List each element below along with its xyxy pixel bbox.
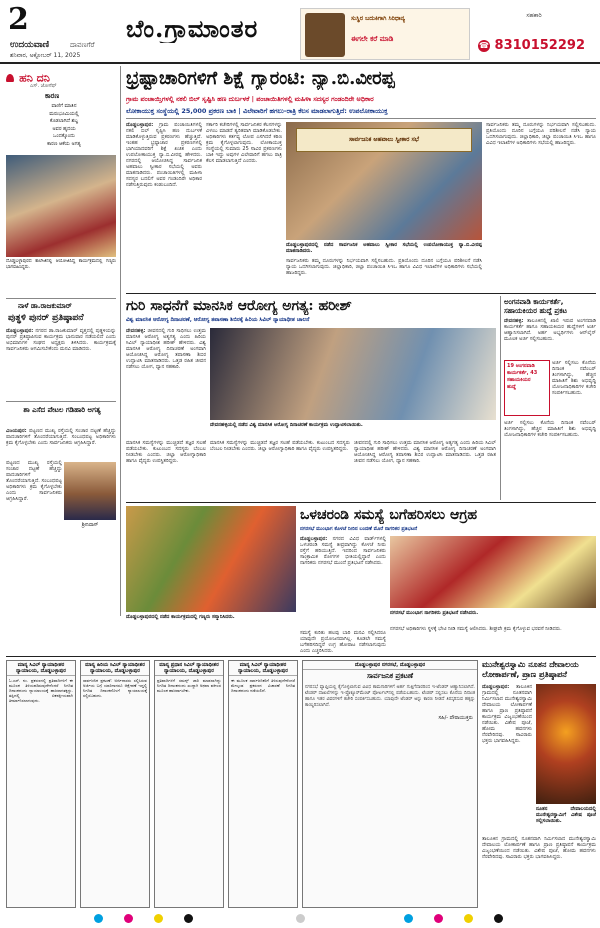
lead-subhead-2: ಲೋಕಾಯುಕ್ತ ಸಂಸ್ಥೆಯಲ್ಲಿ 25,000 ಪ್ರಕರಣ ಬಾಕಿ | ವಿಲೇವಾರಿಗೆ ಹಗಲು-ರಾತ್ರಿ ಕೆಲಸ ಮಾಡಲಾಗುತ್ತಿದೆ: ಉಪಲೋಕಾಯುಕ್ತ: [126, 107, 388, 115]
temple-body-2: ತಾಲೂಕಿನ ಗ್ರಾಮದಲ್ಲಿ ನೂತನವಾಗಿ ನಿರ್ಮಿಸಲಾದ ಮುನೇಶ್ವರಸ್ವಾಮಿ ದೇವಾಲಯ ಲೋಕಾರ್ಪಣೆ ಹಾಗೂ ಪ್ರಾಣ ಪ್ರತಿಷ್ಠಾಪನೆ ಕಾರ್ಯಕ್ರಮ ವಿಜೃಂಭಣೆಯಿಂದ ನಡೆಯಿತು. ವಿಶೇಷ ಪೂಜೆ, ಹೋಮ ಹವನಗಳು ನೆರವೇರಿದವು. ಸಾವಿರಾರು ಭಕ್ತರು ಭಾಗವಹಿಸಿದ್ದರು.: [482, 836, 596, 860]
phone-icon: ☎: [479, 40, 489, 50]
left-divider-2: [6, 401, 116, 402]
registration-mark-magenta-2: [434, 914, 443, 923]
water-photo-caption: ನಗರಸಭೆ ಮುಂಭಾಗ ನಾಗರಿಕರು ಪ್ರತಿಭಟನೆ ನಡೆಸಿದರು.: [390, 610, 479, 616]
health-bottom-rule: [126, 502, 596, 503]
section-title: ಬೆಂ.ಗ್ರಾಮಾಂತರ: [126, 14, 259, 43]
water-body-col1: ದೊಡ್ಡಬಳ್ಳಾಪುರ: ನಗರದ ವಿವಿಧ ವಾರ್ಡ್‌ಗಳಲ್ಲಿ ಒಳಚರಂಡಿ ಸಮಸ್ಯೆ ತೀವ್ರವಾಗಿದ್ದು ಕೊಳಚೆ ನೀರು ರಸ್ತೆಗೆ ಹರಿಯುತ್ತಿದೆ. ಇದರಿಂದ ಸಾರ್ವಜನಿಕರು ಸಾಂಕ್ರಾಮಿಕ ರೋಗಗಳ ಭೀತಿಯಲ್ಲಿದ್ದಾರೆ ಎಂದು ನಾಗರಿಕರು ನಗರಸಭೆ ಮುಂದೆ ಪ್ರತಿಭಟನೆ ನಡೆಸಿದರು.: [300, 536, 386, 566]
story3-body-side: ಪಟ್ಟಣದ ಮುಖ್ಯ ರಸ್ತೆಯಲ್ಲಿ ಸಂಚಾರ ದಟ್ಟಣೆ ಹೆಚ್ಚಿದ್ದು ಪಾದಚಾರಿಗಳಿಗೆ ತೊಂದರೆಯಾಗುತ್ತಿದೆ. ಸಂಬಂಧಪಟ್ಟ ಅಧಿಕಾರಿಗಳು ಕ್ರಮ ಕೈಗೊಳ್ಳಬೇಕು ಎಂದು ಸಾರ್ವಜನಿಕರು ಆಗ್ರಹಿಸಿದ್ದಾರೆ.: [6, 460, 62, 502]
story3-headline: ಶಾ ಎಸೆದ ಪೇಟಲ ಗಡಿಹಾರಿ ಅಗತ್ಯ: [23, 406, 101, 414]
health-subhead: ವಿಶ್ವ ಮಾನಸಿಕ ಆರೋಗ್ಯ ದಿನಾಚರಣೆ, ಆರೋಗ್ಯ ತಪಾಸಣಾ ಶಿಬಿರಕ್ಕೆ ಹಿರಿಯ ಸಿವಿಲ್ ನ್ಯಾಯಾಧೀಶ ಚಾಲನೆ: [126, 317, 310, 323]
health-body-col1b: ಮಾನಸಿಕ ಸಮಸ್ಯೆಗಳನ್ನು ಮುಚ್ಚಿಡದೆ ತಜ್ಞರ ಸಲಹೆ ಪಡೆಯಬೇಕು. ಕುಟುಂಬದ ಸದಸ್ಯರು ಬೆಂಬಲ ನೀಡಬೇಕು ಎಂದರು. ಜಿಲ್ಲಾ ಆರೋಗ್ಯಾಧಿಕಾರಿ ಹಾಗೂ ವೈದ್ಯರು ಉಪಸ್ಥಿತರಿದ್ದರು.: [126, 440, 206, 464]
ad-line2: ಈಗಲೇ ಕರೆ ಮಾಡಿ: [351, 35, 394, 43]
health-body-col1: ದೇವನಹಳ್ಳಿ: ಜೀವನದಲ್ಲಿ ಗುರಿ ಸಾಧಿಸಲು ಉತ್ತಮ ಮಾನಸಿಕ ಆರೋಗ್ಯ ಅತ್ಯಗತ್ಯ ಎಂದು ಹಿರಿಯ ಸಿವಿಲ್ ನ್ಯಾಯಾಧೀಶ ಹರೀಶ್ ಹೇಳಿದರು. ವಿಶ್ವ ಮಾನಸಿಕ ಆರೋಗ್ಯ ದಿನಾಚರಣೆ ಅಂಗವಾಗಿ ಆಯೋಜಿಸಿದ್ದ ಆರೋಗ್ಯ ತಪಾಸಣಾ ಶಿಬಿರ ಉದ್ಘಾಟಿಸಿ ಮಾತನಾಡಿದರು. ಒತ್ತಡ ರಹಿತ ಜೀವನ ನಡೆಸಲು ಯೋಗ, ಧ್ಯಾನ ಸಹಕಾರಿ.: [126, 328, 206, 370]
drop-icon: [6, 74, 14, 83]
health-body-col3: ಜೀವನದಲ್ಲಿ ಗುರಿ ಸಾಧಿಸಲು ಉತ್ತಮ ಮಾನಸಿಕ ಆರೋಗ್ಯ ಅತ್ಯಗತ್ಯ ಎಂದು ಹಿರಿಯ ಸಿವಿಲ್ ನ್ಯಾಯಾಧೀಶ ಹರೀಶ್ ಹೇಳಿದರು. ವಿಶ್ವ ಮಾನಸಿಕ ಆರೋಗ್ಯ ದಿನಾಚರಣೆ ಅಂಗವಾಗಿ ಆಯೋಜಿಸಿದ್ದ ಆರೋಗ್ಯ ತಪಾಸಣಾ ಶಿಬಿರ ಉದ್ಘಾಟಿಸಿ ಮಾತನಾಡಿದರು. ಒತ್ತಡ ರಹಿತ ಜೀವನ ನಡೆಸಲು ಯೋಗ, ಧ್ಯಾನ ಸಹಕಾರಿ.: [354, 440, 496, 464]
story2-body: ದೊಡ್ಡಬಳ್ಳಾಪುರ: ನಗರದ ಡಾ.ರಾಜಕುಮಾರ್ ವೃತ್ತದಲ್ಲಿ ಪುತ್ಥಳಿಯನ್ನು ಪುನರ್ ಪ್ರತಿಷ್ಠಾಪಿಸುವ ಕಾರ್ಯಕ್ರಮ ಭಾನುವಾರ ನಡೆಯಲಿದೆ ಎಂದು ಅಭಿಮಾನಿಗಳ ಸಂಘದ ಅಧ್ಯಕ್ಷರು ತಿಳಿಸಿದರು. ಕಾರ್ಯಕ್ರಮಕ್ಕೆ ಸಾರ್ವಜನಿಕರು ಆಗಮಿಸಬೇಕೆಂದು ಮನವಿ ಮಾಡಿದರು.: [6, 328, 116, 352]
temple-photo: [536, 684, 596, 804]
story2-kicker: ನಾಳೆ ಡಾ.ರಾಜಕುಮಾರ್: [18, 302, 72, 310]
hani-dani-byline: ಎಸ್. ಜೋಸೆಫ್: [30, 83, 57, 89]
registration-mark-black: [184, 914, 193, 923]
anganwadi-body: ದೇವನಹಳ್ಳಿ: ತಾಲೂಕಿನಲ್ಲಿ ಖಾಲಿ ಇರುವ ಅಂಗನವಾಡಿ ಕಾರ್ಯಕರ್ತೆ ಹಾಗೂ ಸಹಾಯಕಿಯರ ಹುದ್ದೆಗಳಿಗೆ ಅರ್ಜಿ ಆಹ್ವಾನಿಸಲಾಗಿದೆ. ಅರ್ಹ ಅಭ್ಯರ್ಥಿಗಳು ಆನ್‌ಲೈನ್ ಮೂಲಕ ಅರ್ಜಿ ಸಲ್ಲಿಸಬಹುದು.: [504, 318, 596, 342]
event-photo-left-caption: ದೊಡ್ಡಬಳ್ಳಾಪುರದಲ್ಲಿ ನಡೆದ ಕಾರ್ಯಕ್ರಮದಲ್ಲಿ ಗಣ್ಯರು ಸನ್ಮಾನಿಸಿದರು.: [126, 614, 235, 620]
masthead-rule: [0, 62, 600, 64]
masthead-ad-phone-block: [474, 8, 596, 60]
court-notice-3: ಮಾನ್ಯ ಪ್ರಧಾನ ಸಿವಿಲ್ ನ್ಯಾಯಾಧೀಶರ ನ್ಯಾಯಾಲಯ, ದೊಡ್ಡಬಳ್ಳಾಪುರ ಪ್ರತಿವಾದಿಗಳಿಗೆ ಸಮನ್ಸ್ ಜಾರಿ ಮಾಡಲಾಗಿದ್ದು ನಿಗದಿತ ದಿನಾಂಕದಂದು ಖುದ್ದಾಗಿ ಅಥವಾ ವಕೀಲರ ಮೂಲಕ ಹಾಜರಾಗಬೇಕು.: [154, 660, 224, 908]
registration-mark-yellow: [154, 914, 163, 923]
lead-photo-banner: ಸಾರ್ವಜನಿಕ ಅಹವಾಲು ಸ್ವೀಕಾರ ಸಭೆ: [296, 128, 472, 152]
lead-body-col1: ದೊಡ್ಡಬಳ್ಳಾಪುರ: ಗ್ರಾಮ ಪಂಚಾಯಿತಿಗಳಲ್ಲಿ ನಕಲಿ ಬಿಲ್ ಸೃಷ್ಟಿಸಿ ಹಣ ದುರ್ಬಳಕೆ ಮಾಡಿಕೊಳ್ಳುತ್ತಿರುವ ಪ್ರಕರಣಗಳು ಹೆಚ್ಚುತ್ತಿವೆ. ಇಂತಹ ಭ್ರಷ್ಟಾಚಾರ ಪ್ರಕರಣಗಳಲ್ಲಿ ಭಾಗಿಯಾದವರಿಗೆ ಶಿಕ್ಷೆ ಖಚಿತ ಎಂದು ಉಪಲೋಕಾಯುಕ್ತ ನ್ಯಾ.ಬಿ.ವೀರಪ್ಪ ಹೇಳಿದರು. ನಗರದಲ್ಲಿ ಆಯೋಜಿಸಿದ್ದ ಸಾರ್ವಜನಿಕ ಅಹವಾಲು ಸ್ವೀಕಾರ ಸಭೆಯಲ್ಲಿ ಅವರು ಮಾತನಾಡಿದರು. ಪಂಚಾಯಿತಿಗಳಲ್ಲಿ ಮಹಿಳಾ ಸದಸ್ಯರ ಬದಲಿಗೆ ಅವರ ಗಂಡಂದಿರೇ ಅಧಿಕಾರ ನಡೆಸುತ್ತಿರುವುದು ಕಂಡುಬಂದಿದೆ.: [126, 122, 202, 188]
anganwadi-headline: ಅಂಗನವಾಡಿ ಕಾರ್ಯಕರ್ತೆ, ಸಹಾಯಕಿಯರ ಹುದ್ದೆ ಪ್ರಕಟ: [504, 298, 567, 315]
poem-title: ಕಾರಣ: [45, 92, 60, 100]
issue-date: ಶನಿವಾರ, ಅಕ್ಟೋಬರ್ 11, 2025: [10, 52, 81, 59]
anganwadi-body-2: ಅರ್ಜಿ ಸಲ್ಲಿಸಲು ಕೊನೆಯ ದಿನಾಂಕ ನವೆಂಬರ್ ತಿಂಗಳಾಗಿದ್ದು, ಹೆಚ್ಚಿನ ಮಾಹಿತಿಗೆ ಶಿಶು ಅಭಿವೃದ್ಧಿ ಯೋಜನಾಧಿಕಾರಿಗಳ ಕಚೇರಿ ಸಂಪರ್ಕಿಸಬಹುದು.: [504, 420, 596, 438]
court-notice-1: ಮಾನ್ಯ ಸಿವಿಲ್ ನ್ಯಾಯಾಧೀಶರ ನ್ಯಾಯಾಲಯ, ದೊಡ್ಡಬಳ್ಳಾಪುರ ಓ.ಎಸ್. ನಂ. ಪ್ರಕರಣದಲ್ಲಿ ಪ್ರತಿವಾದಿಗಳಿಗೆ ಈ ಮೂಲಕ ತಿಳಿಯಪಡಿಸುವುದೇನೆಂದರೆ ನಿಗದಿತ ದಿನಾಂಕದಂದು ನ್ಯಾಯಾಲಯಕ್ಕೆ ಹಾಜರಾಗತಕ್ಕದ್ದು. ತಪ್ಪಿದಲ್ಲಿ ಏಕಪಕ್ಷೀಯವಾಗಿ ತೀರ್ಮಾನಿಸಲಾಗುವುದು.: [6, 660, 76, 908]
lead-rule: [126, 118, 596, 119]
ad-product-image: [305, 13, 345, 57]
left-photo: [6, 155, 116, 257]
story3-body-top: ವಿಜಯಪುರ: ಪಟ್ಟಣದ ಮುಖ್ಯ ರಸ್ತೆಯಲ್ಲಿ ಸಂಚಾರ ದಟ್ಟಣೆ ಹೆಚ್ಚಿದ್ದು ಪಾದಚಾರಿಗಳಿಗೆ ತೊಂದರೆಯಾಗುತ್ತಿದೆ. ಸಂಬಂಧಪಟ್ಟ ಅಧಿಕಾರಿಗಳು ಕ್ರಮ ಕೈಗೊಳ್ಳಬೇಕು ಎಂದು ಸಾರ್ವಜನಿಕರು ಆಗ್ರಹಿಸಿದ್ದಾರೆ.: [6, 428, 116, 446]
health-photo-caption: ದೇವನಹಳ್ಳಿಯಲ್ಲಿ ನಡೆದ ವಿಶ್ವ ಮಾನಸಿಕ ಆರೋಗ್ಯ ದಿನಾಚರಣೆ ಕಾರ್ಯಕ್ರಮ ಉದ್ಘಾಟಿಸಲಾಯಿತು.: [210, 422, 363, 428]
court-notice-2: ಮಾನ್ಯ ಹಿರಿಯ ಸಿವಿಲ್ ನ್ಯಾಯಾಧೀಶರ ನ್ಯಾಯಾಲಯ, ದೊಡ್ಡಬಳ್ಳಾಪುರ ಸಾರ್ವಜನಿಕ ಪ್ರಕಟಣೆ: ಅರ್ಜಿದಾರರು ಸಲ್ಲಿಸಿರುವ ಅರ್ಜಿಯ ಬಗ್ಗೆ ಯಾರಿಗಾದರೂ ಆಕ್ಷೇಪಣೆ ಇದ್ದಲ್ಲಿ ನಿಗದಿತ ದಿನಾಂಕದೊಳಗೆ ನ್ಯಾಯಾಲಯಕ್ಕೆ ಸಲ್ಲಿಸಬಹುದು.: [80, 660, 150, 908]
health-headline: ಗುರಿ ಸಾಧನೆಗೆ ಮಾನಸಿಕ ಆರೋಗ್ಯ ಅಗತ್ಯ: ಹರೀಶ್: [126, 298, 352, 314]
health-body-col2: ಮಾನಸಿಕ ಸಮಸ್ಯೆಗಳನ್ನು ಮುಚ್ಚಿಡದೆ ತಜ್ಞರ ಸಲಹೆ ಪಡೆಯಬೇಕು. ಕುಟುಂಬದ ಸದಸ್ಯರು ಬೆಂಬಲ ನೀಡಬೇಕು ಎಂದರು. ಜಿಲ್ಲಾ ಆರೋಗ್ಯಾಧಿಕಾರಿ ಹಾಗೂ ವೈದ್ಯರು ಉಪಸ್ಥಿತರಿದ್ದರು.: [210, 440, 350, 452]
lead-bottom-rule: [126, 293, 596, 294]
temple-body: ದೊಡ್ಡಬಳ್ಳಾಪುರ: ತಾಲೂಕಿನ ಗ್ರಾಮದಲ್ಲಿ ನೂತನವಾಗಿ ನಿರ್ಮಿಸಲಾದ ಮುನೇಶ್ವರಸ್ವಾಮಿ ದೇವಾಲಯ ಲೋಕಾರ್ಪಣೆ ಹಾಗೂ ಪ್ರಾಣ ಪ್ರತಿಷ್ಠಾಪನೆ ಕಾರ್ಯಕ್ರಮ ವಿಜೃಂಭಣೆಯಿಂದ ನಡೆಯಿತು. ವಿಶೇಷ ಪೂಜೆ, ಹೋಮ ಹವನಗಳು ನೆರವೇರಿದವು. ಸಾವಿರಾರು ಭಕ್ತರು ಭಾಗವಹಿಸಿದ್ದರು.: [482, 684, 532, 744]
water-side-text: ನಗರಸಭೆ ಅಧಿಕಾರಿಗಳು ಸ್ಥಳಕ್ಕೆ ಭೇಟಿ ನೀಡಿ ಸಮಸ್ಯೆ ಆಲಿಸಿದರು. ಶೀಘ್ರವೇ ಕ್ರಮ ಕೈಗೊಳ್ಳುವ ಭರವಸೆ ನೀಡಿದರು.: [390, 626, 562, 632]
tender-notice: ದೊಡ್ಡಬಳ್ಳಾಪುರ ನಗರಸಭೆ, ದೊಡ್ಡಬಳ್ಳಾಪುರ ಸಾರ್ವಜನಿಕ ಪ್ರಕಟಣೆ ನಗರಸಭೆ ವ್ಯಾಪ್ತಿಯಲ್ಲಿ ಕೈಗೊಳ್ಳಲಾಗುವ ವಿವಿಧ ಕಾಮಗಾರಿಗಳಿಗೆ ಅರ್ಹ ಗುತ್ತಿಗೆದಾರರಿಂದ ಇ-ಟೆಂಡರ್ ಆಹ್ವಾನಿಸಲಾಗಿದೆ. ಟೆಂಡರ್ ದಾಖಲೆಗಳನ್ನು ಇ-ಪ್ರೊಕ್ಯೂರ್‌ಮೆಂಟ್ ಪೋರ್ಟಲ್‌ನಲ್ಲಿ ಪಡೆಯಬಹುದು. ಟೆಂಡರ್ ಸಲ್ಲಿಸಲು ಕೊನೆಯ ದಿನಾಂಕ ಹಾಗೂ ಇತರ ವಿವರಗಳಿಗೆ ಕಚೇರಿ ಸಂಪರ್ಕಿಸಬಹುದು. ಯಾವುದೇ ಟೆಂಡರ್ ಅನ್ನು ಕಾರಣ ನೀಡದೆ ತಿರಸ್ಕರಿಸುವ ಹಕ್ಕನ್ನು ಕಾಯ್ದಿರಿಸಲಾಗಿದೆ. ಸಹಿ/- ಪೌರಾಯುಕ್ತರು: [302, 660, 478, 908]
lead-body-col3: ಸಾರ್ವಜನಿಕರು ತಮ್ಮ ದೂರುಗಳನ್ನು ನಿರ್ಭಯವಾಗಿ ಸಲ್ಲಿಸಬಹುದು. ಪ್ರತಿಯೊಂದು ದೂರಿನ ಬಗ್ಗೆಯೂ ಪರಿಶೀಲನೆ ನಡೆಸಿ ನ್ಯಾಯ ಒದಗಿಸಲಾಗುವುದು. ಜಿಲ್ಲಾಧಿಕಾರಿ, ಜಿಲ್ಲಾ ಪಂಚಾಯಿತಿ ಸಿಇಒ ಹಾಗೂ ವಿವಿಧ ಇಲಾಖೆಗಳ ಅಧಿಕಾರಿಗಳು ಸಭೆಯಲ್ಲಿ ಹಾಜರಿದ್ದರು.: [486, 122, 596, 146]
event-photo-left: [126, 506, 296, 612]
health-photo: [210, 328, 496, 420]
left-column-rule: [120, 66, 121, 616]
poem-body: ವಾಣಿಗೆ ಮಾತಿನ ಮರುಭೂಮಿಯಲ್ಲಿ ಕೊಡಲಾಗಿದೆ ಶಬ್ದ ಅವರ ಹೃದಯ ಒಂದಕ್ಕೊಂದು ಕಾರಣ ಆಕೆಯ ಅಗತ್ಯ: [47, 103, 81, 147]
lead-body-col2: ಸರ್ಕಾರಿ ಕಚೇರಿಗಳಲ್ಲಿ ಸಾರ್ವಜನಿಕರ ಕೆಲಸಗಳನ್ನು ವಿಳಂಬ ಮಾಡದೆ ತ್ವರಿತವಾಗಿ ಮಾಡಿಕೊಡಬೇಕು. ಅಧಿಕಾರಿಗಳು ಕರ್ತವ್ಯ ಲೋಪ ಎಸಗಿದರೆ ಕಠಿಣ ಕ್ರಮ ಕೈಗೊಳ್ಳಲಾಗುವುದು. ಲೋಕಾಯುಕ್ತ ಸಂಸ್ಥೆಯಲ್ಲಿ ಸುಮಾರು 25 ಸಾವಿರ ಪ್ರಕರಣಗಳು ಬಾಕಿ ಇದ್ದು ಅವುಗಳ ವಿಲೇವಾರಿಗೆ ಹಗಲು ರಾತ್ರಿ ಕೆಲಸ ಮಾಡಲಾಗುತ್ತಿದೆ ಎಂದರು.: [206, 122, 282, 164]
page-number: 2: [8, 2, 29, 37]
portrait-photo: [64, 462, 116, 520]
temple-headline: ಮುನೇಶ್ವರಸ್ವಾಮಿ ನೂತನ ದೇವಾಲಯ ಲೋಕಾರ್ಪಣೆ, ಪ್ರಾಣ ಪ್ರತಿಷ್ಠಾಪನೆ: [482, 660, 579, 679]
registration-mark-cyan: [94, 914, 103, 923]
registration-mark-cyan-2: [404, 914, 413, 923]
lead-photo: [286, 122, 482, 240]
notices-top-rule: [6, 656, 596, 657]
anganwadi-body-side: ಅರ್ಜಿ ಸಲ್ಲಿಸಲು ಕೊನೆಯ ದಿನಾಂಕ ನವೆಂಬರ್ ತಿಂಗಳಾಗಿದ್ದು, ಹೆಚ್ಚಿನ ಮಾಹಿತಿಗೆ ಶಿಶು ಅಭಿವೃದ್ಧಿ ಯೋಜನಾಧಿಕಾರಿಗಳ ಕಚೇರಿ ಸಂಪರ್ಕಿಸಬಹುದು.: [552, 360, 596, 396]
registration-mark-magenta: [124, 914, 133, 923]
registration-mark-gray: [296, 914, 305, 923]
health-right-rule: [500, 296, 501, 500]
court-notice-4: ಮಾನ್ಯ ಸಿವಿಲ್ ನ್ಯಾಯಾಧೀಶರ ನ್ಯಾಯಾಲಯ, ದೊಡ್ಡಬಳ್ಳಾಪುರ ಈ ಮೂಲಕ ಸಾರ್ವಜನಿಕರಿಗೆ ತಿಳಿಸುವುದೇನೆಂದರೆ ಮೇಲ್ಕಂಡ ಪ್ರಕರಣದ ವಿಚಾರಣೆ ನಿಗದಿತ ದಿನಾಂಕದಂದು ನಡೆಯಲಿದೆ.: [228, 660, 298, 908]
hani-dani-brand: ಹನಿ ದನಿ: [6, 68, 116, 82]
temple-photo-caption: ನೂತನ ದೇವಾಲಯದಲ್ಲಿ ಮುನೇಶ್ವರಸ್ವಾಮಿಗೆ ವಿಶೇಷ ಪೂಜೆ ಸಲ್ಲಿಸಲಾಯಿತು.: [536, 806, 596, 824]
edition-name: ದಾವಣಗೆರೆ: [70, 41, 95, 49]
left-photo-caption: ದೊಡ್ಡಬಳ್ಳಾಪುರದ ಕಾಲೇಜಿನಲ್ಲಿ ಆಯೋಜಿಸಿದ್ದ ಕಾರ್ಯಕ್ರಮದಲ್ಲಿ ಗಣ್ಯರು ಭಾಗವಹಿಸಿದ್ದರು.: [6, 259, 116, 270]
water-body-col2: ಸಮಸ್ಯೆ ಕುರಿತು ಹಲವು ಬಾರಿ ಮನವಿ ಸಲ್ಲಿಸಿದರೂ ಯಾವುದೇ ಪ್ರಯೋಜನವಾಗಿಲ್ಲ. ಕೂಡಲೇ ಸಮಸ್ಯೆ ಬಗೆಹರಿಸದಿದ್ದರೆ ಉಗ್ರ ಹೋರಾಟ ನಡೆಸಲಾಗುವುದು ಎಂದು ಎಚ್ಚರಿಸಿದರು.: [300, 630, 386, 654]
left-divider-1: [6, 298, 116, 299]
water-photo: [390, 536, 596, 608]
ad-phone-number: ☎ 8310152292: [479, 38, 585, 53]
water-subhead: ನಗರಸಭೆ ಮುಂಭಾಗ ಕೊಳಚೆ ನೀರಿನ ಬಂದಣೆ ಮೊರೆ ನಾಗರಿಕರ ಪ್ರತಿಭಟನೆ: [300, 526, 418, 532]
water-headline: ಒಳಚರಂಡಿ ಸಮಸ್ಯೆ ಬಗೆಹರಿಸಲು ಆಗ್ರಹ: [300, 507, 478, 523]
lead-headline: ಭ್ರಷ್ಟಾಚಾರಿಗಳಿಗೆ ಶಿಕ್ಷೆ ಗ್ಯಾರಂಟಿ: ನ್ಯಾ.ಬಿ.ವೀರಪ್ಪ: [126, 68, 395, 89]
lead-body-below-photo: ಸಾರ್ವಜನಿಕರು ತಮ್ಮ ದೂರುಗಳನ್ನು ನಿರ್ಭಯವಾಗಿ ಸಲ್ಲಿಸಬಹುದು. ಪ್ರತಿಯೊಂದು ದೂರಿನ ಬಗ್ಗೆಯೂ ಪರಿಶೀಲನೆ ನಡೆಸಿ ನ್ಯಾಯ ಒದಗಿಸಲಾಗುವುದು. ಜಿಲ್ಲಾಧಿಕಾರಿ, ಜಿಲ್ಲಾ ಪಂಚಾಯಿತಿ ಸಿಇಒ ಹಾಗೂ ವಿವಿಧ ಇಲಾಖೆಗಳ ಅಧಿಕಾರಿಗಳು ಸಭೆಯಲ್ಲಿ ಹಾಜರಿದ್ದರು.: [286, 258, 482, 276]
registration-mark-yellow-2: [464, 914, 473, 923]
masthead-ad: [300, 8, 470, 60]
lead-photo-caption: ದೊಡ್ಡಬಳ್ಳಾಪುರದಲ್ಲಿ ನಡೆದ ಸಾರ್ವಜನಿಕ ಅಹವಾಲು ಸ್ವೀಕಾರ ಸಭೆಯಲ್ಲಿ ಉಪಲೋಕಾಯುಕ್ತ ನ್ಯಾ.ಬಿ.ವೀರಪ್ಪ ಮಾತನಾಡಿದರು.: [286, 242, 482, 254]
lead-subhead-1: ಗ್ರಾಮ ಪಂಚಾಯ್ತಿಗಳಲ್ಲಿ ನಕಲಿ ಬಿಲ್ ಸೃಷ್ಟಿಸಿ ಹಣ ದುರ್ಬಳಕೆ | ಪಂಚಾಯಿತಿಗಳಲ್ಲಿ ಮಹಿಳಾ ಸದಸ್ಯರ ಗಂಡಂದಿರೇ ಅಧಿಕಾರ: [126, 95, 374, 103]
story2-headline: ಪುತ್ಥಳಿ ಪುನರ್ ಪ್ರತಿಷ್ಠಾಪನೆ: [8, 313, 84, 323]
registration-mark-black-2: [494, 914, 503, 923]
ad-brand: ಸಹಕಾರಿ: [526, 12, 542, 19]
portrait-caption: ಶ್ರೀನಿವಾಸ್: [81, 522, 99, 528]
ad-line1: ಸುಸ್ಥಿರ ಬದುಕಿಗಾಗಿ ಸಿರಿಧಾನ್ಯ: [351, 15, 406, 22]
anganwadi-highlight-box: 19 ಅಂಗನವಾಡಿ ಕಾರ್ಯಕರ್ತೆ, 43 ಸಹಾಯಕಿಯರ ಹುದ್ದೆ: [504, 360, 550, 416]
paper-name: ಉದಯವಾಣಿ: [10, 40, 50, 50]
